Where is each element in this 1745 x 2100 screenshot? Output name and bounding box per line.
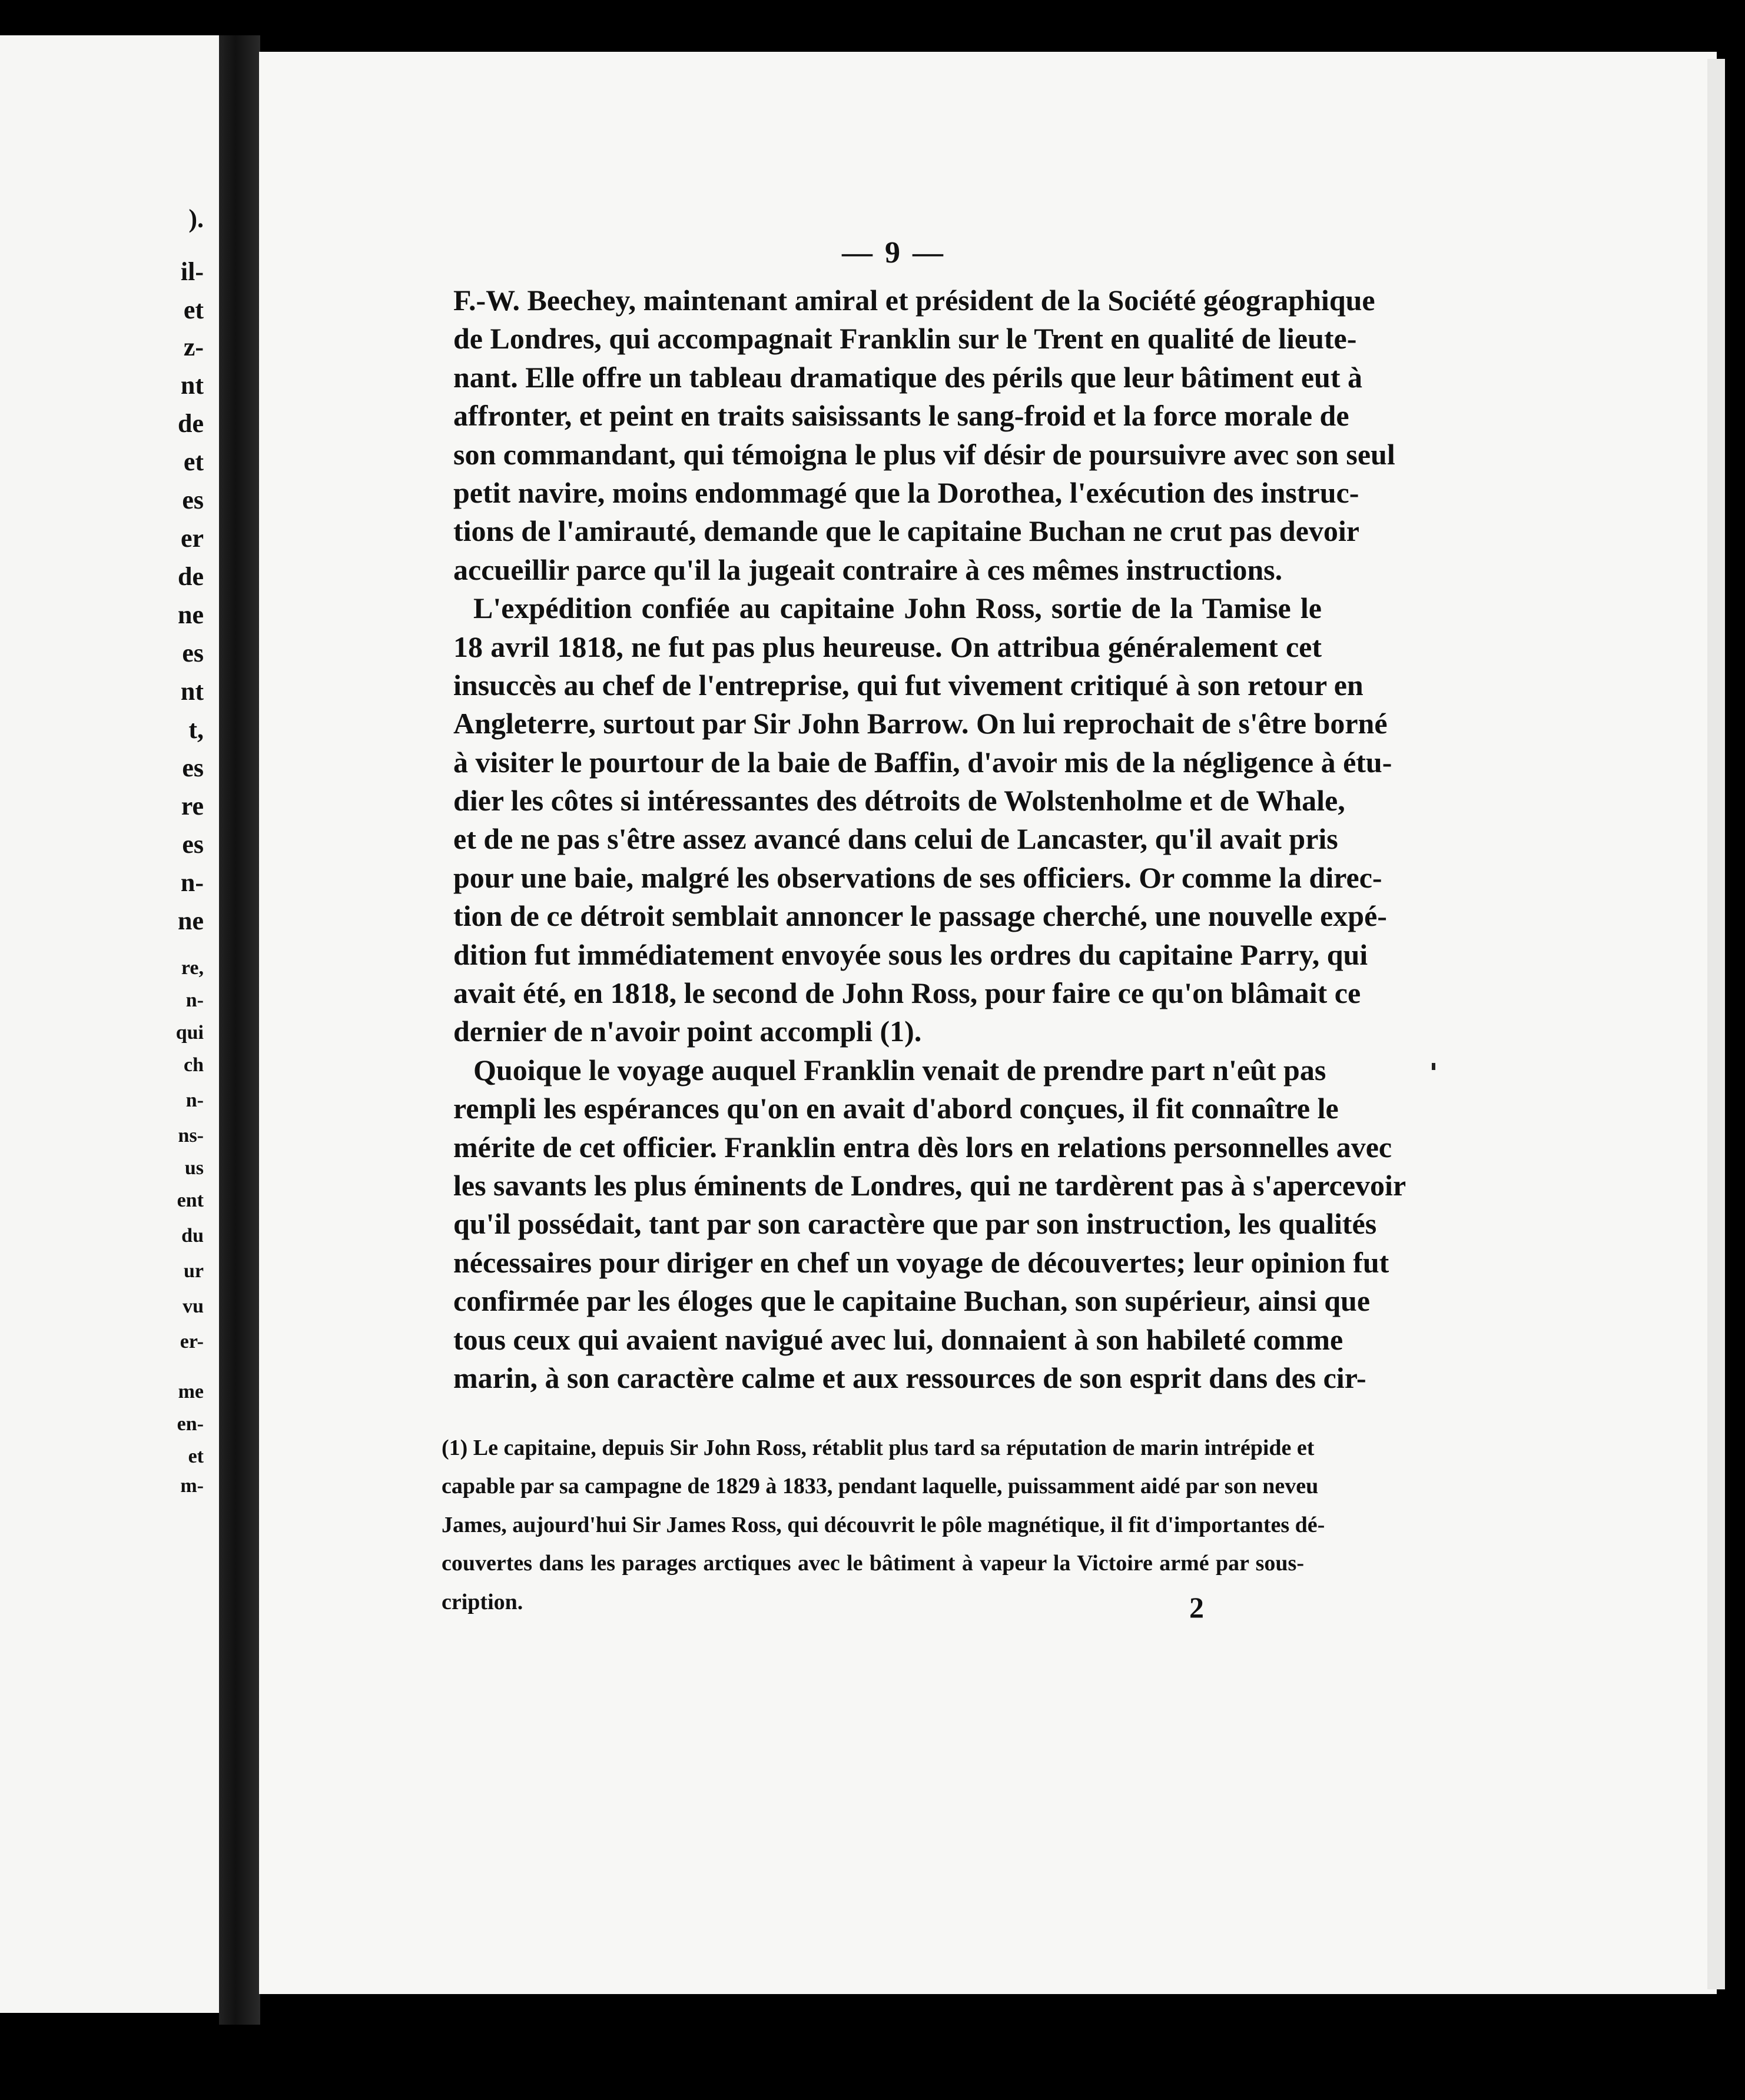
text-line: tions de l'amirauté, demande que le capitaine Buchan ne crut pas devoir — [453, 514, 1359, 548]
left-margin-fragment: ). — [188, 204, 204, 233]
text-line: L'expédition confiée au capitaine John Ross, sortie de la Tamise le — [473, 592, 1322, 625]
left-margin-fragment: es — [182, 486, 204, 514]
left-margin-fragment: ns- — [178, 1125, 204, 1147]
left-margin-fragment: qui — [175, 1022, 204, 1044]
left-margin-fragment: ch — [184, 1054, 204, 1076]
body-text — [453, 281, 1406, 1397]
footnote-line: capable par sa campagne de 1829 à 1833, pendant laquelle, puissamment aidé par son neveu — [442, 1474, 1319, 1499]
left-margin-fragment: es — [182, 830, 204, 859]
text-line: Quoique le voyage auquel Franklin venait de prendre part n'eût pas — [473, 1053, 1326, 1086]
left-margin-fragment: re — [181, 792, 204, 820]
text-line: tous ceux qui avaient navigué avec lui, donnaient à son habileté comme — [453, 1323, 1343, 1356]
text-line: confirmée par les éloges que le capitaine Buchan, son supérieur, ainsi que — [453, 1284, 1371, 1318]
left-margin-fragment: t, — [188, 715, 204, 744]
left-margin-fragment: er- — [180, 1331, 204, 1353]
left-margin-fragment: nt — [180, 371, 204, 400]
text-line: petit navire, moins endommagé que la Dorothea, l'exécution des instruc- — [453, 476, 1359, 509]
text-line: à visiter le pourtour de la baie de Baffin, d'avoir mis de la négligence à étu- — [453, 745, 1392, 779]
text-line: rempli les espérances qu'on en avait d'abord conçues, il fit connaître le — [453, 1092, 1339, 1125]
left-margin-fragment: es — [182, 639, 204, 667]
left-margin-fragment: du — [181, 1225, 204, 1247]
text-line: 18 avril 1818, ne fut pas plus heureuse. On attribua généralement cet — [453, 630, 1322, 663]
left-margin-fragment: es — [182, 753, 204, 782]
text-line: dernier de n'avoir point accompli (1). — [453, 1015, 922, 1048]
text-line: tion de ce détroit semblait annoncer le passage cherché, une nouvelle expé- — [453, 899, 1387, 933]
left-margin-fragment: il- — [180, 257, 204, 286]
left-margin-fragment: n- — [185, 989, 204, 1011]
text-line: et de ne pas s'être assez avancé dans celui de Lancaster, qu'il avait pris — [453, 822, 1338, 856]
left-margin-fragment: ent — [177, 1189, 204, 1211]
footnote — [442, 1433, 1325, 1626]
left-facing-page — [0, 35, 219, 2013]
text-line: F.-W. Beechey, maintenant amiral et président de la Société géographique — [453, 284, 1375, 317]
text-line: Angleterre, surtout par Sir John Barrow. On lui reprochait de s'être borné — [453, 707, 1388, 740]
left-margin-fragment: ne — [178, 906, 204, 935]
text-line: affronter, et peint en traits saisissants le sang-froid et la force morale de — [453, 399, 1349, 433]
left-margin-fragment: re, — [181, 957, 204, 979]
left-margin-fragment: nt — [180, 677, 204, 706]
book-gutter — [219, 35, 260, 2025]
left-margin-fragment: ne — [178, 600, 204, 629]
text-line: accueillir parce qu'il la jugeait contraire à ces mêmes instructions. — [453, 553, 1283, 586]
left-margin-fragment: et — [188, 1446, 204, 1467]
text-line: de Londres, qui accompagnait Franklin sur le Trent en qualité de lieute- — [453, 322, 1357, 355]
text-line: pour une baie, malgré les observations de ses officiers. Or comme la direc- — [453, 860, 1382, 894]
left-margin-fragment: de — [178, 562, 204, 591]
text-line: insuccès au chef de l'entreprise, qui fut vivement critiqué à son retour en — [453, 668, 1364, 702]
left-margin-fragment: ur — [184, 1260, 204, 1282]
signature-mark: 2 — [1189, 1591, 1204, 1624]
left-margin-fragment: vu — [183, 1295, 204, 1317]
left-margin-fragment: m- — [180, 1475, 204, 1497]
left-margin-fragment: et — [183, 295, 204, 324]
left-margin-fragment: n- — [185, 1089, 204, 1111]
left-margin-fragment: z- — [183, 333, 204, 361]
footnote-line: cription. — [442, 1589, 523, 1614]
text-line: avait été, en 1818, le second de John Ross, pour faire ce qu'on blâmait ce — [453, 976, 1361, 1010]
text-line: son commandant, qui témoigna le plus vif désir de poursuivre avec son seul — [453, 437, 1395, 471]
left-margin-fragment: us — [184, 1157, 204, 1179]
left-margin-fragment: er — [180, 524, 204, 553]
left-margin-fragment: de — [178, 409, 204, 438]
text-line: nant. Elle offre un tableau dramatique des périls que leur bâtiment eut à — [453, 360, 1363, 394]
text-line: dier les côtes si intéressantes des détroits de Wolstenholme et de Whale, — [453, 784, 1345, 818]
text-line: mérite de cet officier. Franklin entra dès lors en relations personnelles avec — [453, 1130, 1392, 1164]
text-line: nécessaires pour diriger en chef un voyage de découvertes; leur opinion fut — [453, 1245, 1389, 1279]
left-margin-fragment: en- — [177, 1413, 204, 1435]
ink-speck — [1432, 1063, 1435, 1070]
text-line: marin, à son caractère calme et aux ressources de son esprit dans des cir- — [453, 1361, 1366, 1394]
text-line: qu'il possédait, tant par son caractère que par son instruction, les qualités — [453, 1207, 1377, 1241]
text-line: les savants les plus éminents de Londres, qui ne tardèrent pas à s'apercevoir — [453, 1168, 1406, 1202]
page-edge — [1707, 59, 1725, 1989]
footnote-line: James, aujourd'hui Sir James Ross, qui découvrit le pôle magnétique, il fit d'importantes dé- — [442, 1512, 1325, 1537]
left-margin-fragment: et — [183, 447, 204, 476]
footnote-line: (1) Le capitaine, depuis Sir John Ross, rétablit plus tard sa réputation de marin intrépide et — [442, 1436, 1315, 1460]
page-number: — 9 — — [842, 236, 946, 270]
left-margin-fragment: me — [178, 1381, 204, 1403]
text-line: dition fut immédiatement envoyée sous les ordres du capitaine Parry, qui — [453, 938, 1368, 971]
left-margin-fragment: n- — [180, 868, 204, 897]
footnote-line: couvertes dans les parages arctiques avec le bâtiment à vapeur la Victoire armé par sous- — [442, 1551, 1304, 1576]
